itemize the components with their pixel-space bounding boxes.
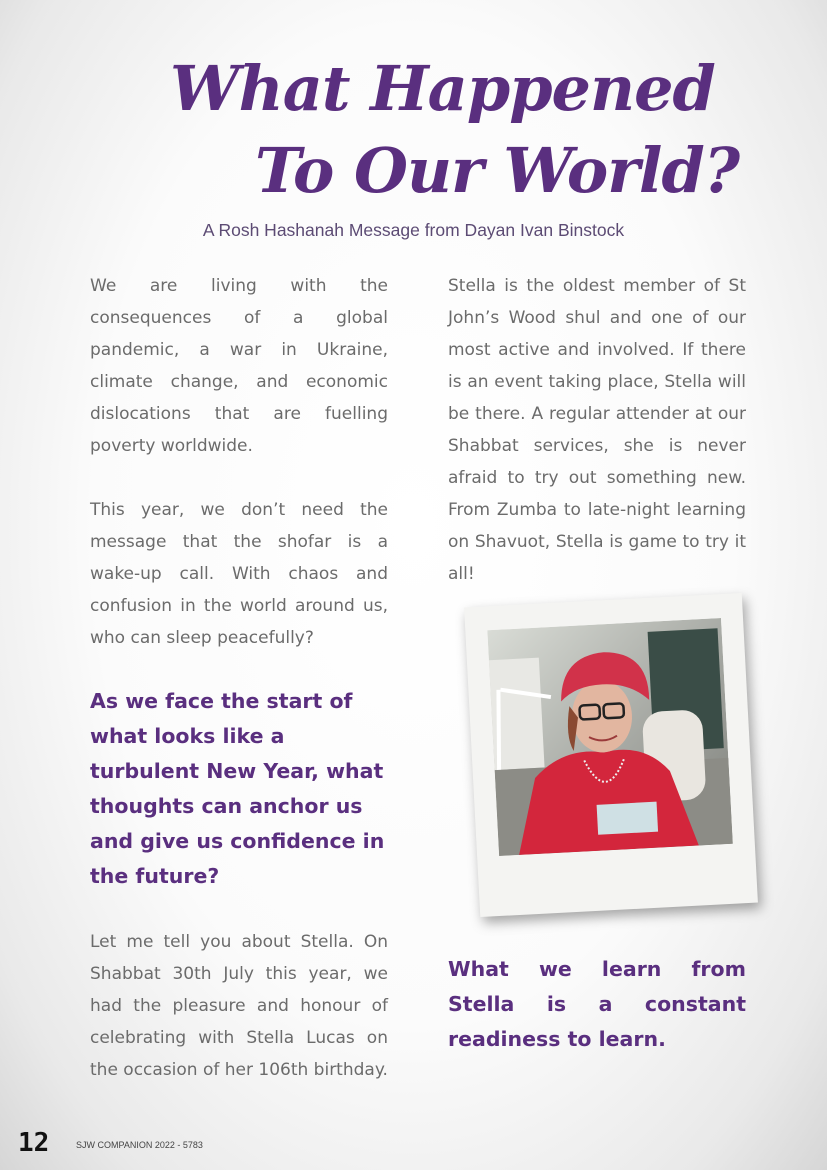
right-column — [448, 270, 746, 590]
left-column — [90, 270, 388, 1086]
page-title-line-1: What Happened — [170, 52, 715, 125]
stella-photo — [487, 618, 733, 856]
publication-label: SJW COMPANION 2022 - 5783 — [76, 1140, 203, 1150]
page-subtitle: A Rosh Hashanah Message from Dayan Ivan Binstock — [202, 220, 625, 240]
pull-quote-left: As we face the start of what looks like a turbulent New Year, what thoughts can anchor us and give us confidence in the future? — [90, 689, 385, 888]
pull-quote-right: What we learn from Stella is a constant readiness to learn. — [448, 957, 746, 1051]
polaroid-photo — [464, 593, 758, 917]
right-callout-wrapper — [448, 952, 746, 1057]
shofar-paragraph: This year, we don’t need the message that the shofar is a wake-up call. With chaos and confusion in the world around us, who can sleep peacefully? — [90, 500, 388, 648]
intro-paragraph: We are living with the consequences of a global pandemic, a war in Ukraine, climate change, and economic dislocations that are fuelling poverty worldwide. — [90, 276, 388, 456]
page-title-line-2: To Our World? — [255, 134, 740, 207]
page-number: 12 — [18, 1128, 50, 1158]
stella-paragraph: Stella is the oldest member of St John’s Wood shul and one of our most active and involved. If there is an event taking place, Stella will be there. A regular attender at our Shabbat services, she is never afraid to try out something new. From Zumba to late-night learning on Shavuot, Stella is game to try it all! — [448, 276, 746, 584]
stella-intro-paragraph: Let me tell you about Stella. On Shabbat 30th July this year, we had the pleasure and honour of celebrating with Stella Lucas on the occasion of her 106th birthday. — [90, 932, 388, 1080]
